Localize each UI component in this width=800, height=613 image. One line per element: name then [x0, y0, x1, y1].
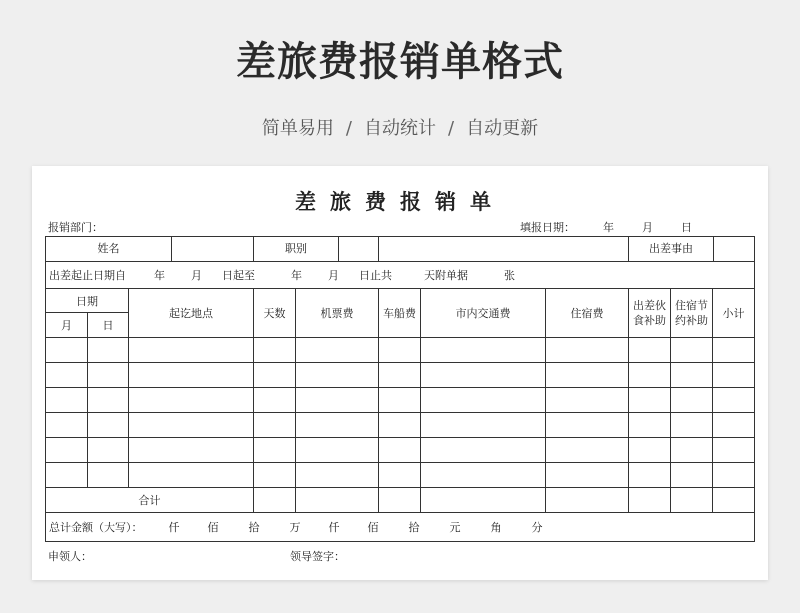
unit-qian: 仟 [168, 521, 180, 534]
page-subtitle [0, 114, 800, 140]
col-meal: 出差伙 食补助 [629, 289, 671, 338]
total-label: 合计 [46, 488, 254, 513]
separator: / [448, 118, 455, 139]
fill-date-label: 填报日期： [520, 221, 575, 234]
col-ship: 车船费 [379, 289, 421, 338]
total-row [46, 488, 755, 513]
tag-auto-stats: 自动统计 [364, 118, 436, 139]
name-row [46, 237, 755, 262]
col-hotel: 住宿费 [546, 289, 629, 338]
day-label: 日 [681, 221, 692, 234]
col-route: 起讫地点 [129, 289, 254, 338]
sheet-unit: 张 [504, 269, 515, 282]
position-value[interactable] [379, 237, 629, 262]
tag-easy: 简单易用 [261, 118, 334, 139]
end-label: 日止共 [359, 269, 392, 282]
year-label: 年 [603, 221, 614, 234]
amount-label: 总计金额（大写）： [49, 521, 143, 534]
trip-period-row [46, 262, 755, 289]
unit-fen: 分 [531, 521, 543, 534]
table-row[interactable] [46, 463, 755, 488]
fill-date [520, 219, 692, 235]
table-row[interactable] [46, 363, 755, 388]
end-year: 年 [291, 269, 302, 282]
table-row[interactable] [46, 413, 755, 438]
unit-yuan: 元 [449, 521, 461, 534]
position-value-a[interactable] [339, 237, 378, 261]
page-title: 差旅费报销单格式 [236, 39, 564, 85]
unit-jiao: 角 [490, 521, 502, 534]
form-sheet [32, 166, 768, 580]
unit-shi: 拾 [248, 521, 260, 534]
header-row-1 [46, 289, 755, 313]
col-days: 天数 [254, 289, 296, 338]
reason-label: 出差事由 [629, 237, 714, 261]
unit-wan: 万 [289, 521, 301, 534]
amount-row [46, 513, 755, 542]
col-day: 日 [88, 313, 129, 338]
leader-label: 领导签字： [290, 550, 345, 563]
expense-table [45, 236, 755, 542]
start-year: 年 [154, 269, 165, 282]
unit-bai: 佰 [207, 521, 219, 534]
reason-value[interactable] [714, 237, 754, 261]
tag-auto-update: 自动更新 [466, 118, 539, 139]
col-subtotal: 小计 [713, 289, 755, 338]
position-label: 职别 [254, 237, 339, 261]
date-header: 日期 [46, 289, 129, 313]
attach-label: 天附单据 [424, 269, 468, 282]
start-month: 月 [191, 269, 202, 282]
col-month: 月 [46, 313, 88, 338]
table-row[interactable] [46, 338, 755, 363]
unit-qian-2: 仟 [328, 521, 340, 534]
col-holiday: 住宿节 约补助 [671, 289, 713, 338]
col-local: 市内交通费 [421, 289, 546, 338]
table-row[interactable] [46, 388, 755, 413]
receiver-label: 申领人： [48, 550, 92, 563]
table-row[interactable] [46, 438, 755, 463]
name-value[interactable] [172, 237, 253, 261]
end-month: 月 [328, 269, 339, 282]
unit-bai-2: 佰 [367, 521, 379, 534]
dept-label: 报销部门： [48, 221, 103, 234]
month-label: 月 [642, 221, 653, 234]
form-title: 差旅费报销单 [295, 189, 505, 214]
start-label: 日起至 [222, 269, 255, 282]
name-label: 姓名 [46, 237, 172, 261]
unit-shi-2: 拾 [408, 521, 420, 534]
trip-start-label: 出差起止日期自 [49, 269, 126, 282]
col-air: 机票费 [296, 289, 379, 338]
separator: / [345, 118, 352, 139]
